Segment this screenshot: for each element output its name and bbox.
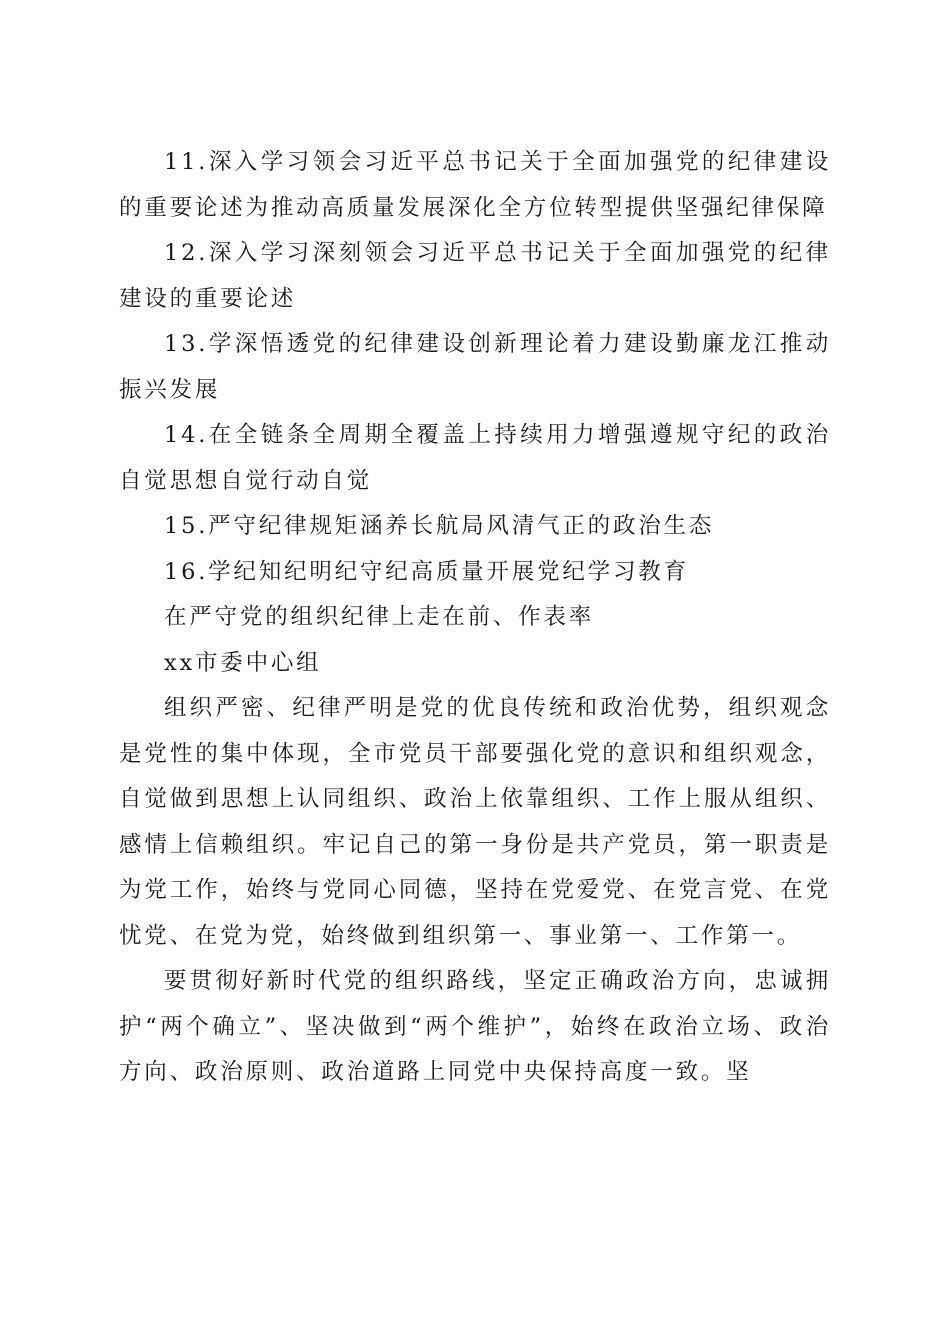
list-item-15: 15.严守纪律规矩涵养长航局风清气正的政治生态 <box>164 513 715 539</box>
document-body <box>119 140 831 1096</box>
list-item-12: 12.深入学习深刻领会习近平总书记关于全面加强党的纪律建设的重要论述 <box>119 240 831 312</box>
list-item-11: 11.深入学习领会习近平总书记关于全面加强党的纪律建设的重要论述为推动高质量发展深化全方位转型提供坚强纪律保障 <box>119 149 831 221</box>
article-title: 在严守党的组织纪律上走在前、作表率 <box>164 604 595 630</box>
list-item-14: 14.在全链条全周期全覆盖上持续用力增强遵规守纪的政治自觉思想自觉行动自觉 <box>119 422 831 494</box>
article-author: xx市委中心组 <box>164 649 322 676</box>
list-item-16: 16.学纪知纪明纪守纪高质量开展党纪学习教育 <box>164 558 689 585</box>
body-paragraph: 组织严密、纪律严明是党的优良传统和政治优势，组织观念是党性的集中体现，全市党员干部要强化党的意识和组织观念，自觉做到思想上认同组织、政治上依靠组织、工作上服从组织、感情上信赖组织。牢记自己的第一身份是共产党员，第一职责是为党工作，始终与党同心同德，坚持在党爱党、在党言党、在党忧党、在党为党，始终做到组织第一、事业第一、工作第一。 <box>119 695 831 949</box>
list-item-13: 13.学深悟透党的纪律建设创新理论着力建设勤廉龙江推动振兴发展 <box>119 331 831 403</box>
body-paragraph: 要贯彻好新时代党的组织路线，坚定正确政治方向，忠诚拥护“两个确立”、坚决做到“两个维护”，始终在政治立场、政治方向、政治原则、政治道路上同党中央保持高度一致。坚 <box>119 968 831 1085</box>
